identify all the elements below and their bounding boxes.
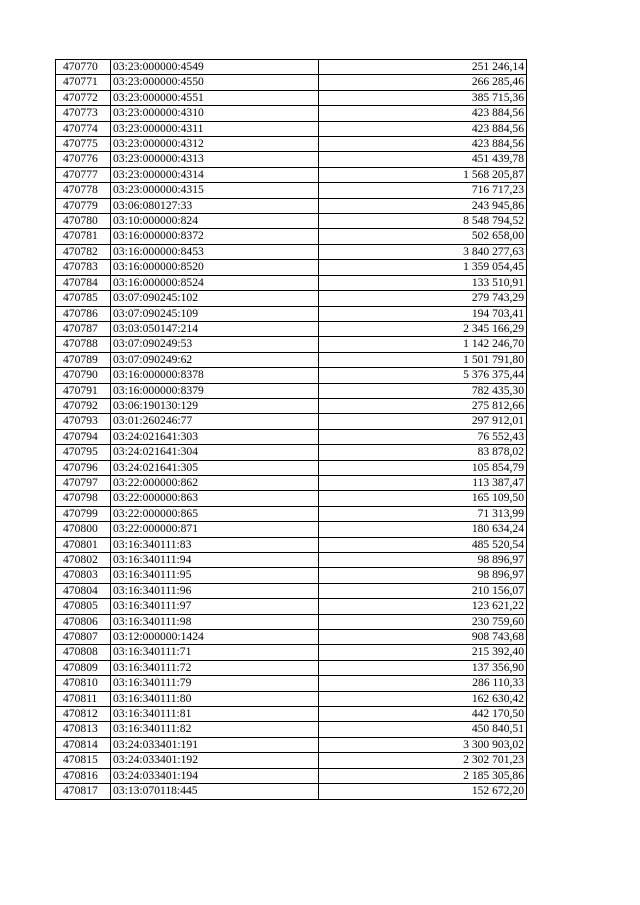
row-number-cell: 470806 <box>56 614 111 629</box>
cadastral-number-cell: 03:23:000000:4313 <box>111 152 319 167</box>
table-row <box>56 214 527 229</box>
cadastral-number-cell: 03:16:000000:8453 <box>111 244 319 259</box>
row-number-cell: 470791 <box>56 383 111 398</box>
cadastral-value-cell: 243 945,86 <box>319 198 527 213</box>
cadastral-number-cell: 03:23:000000:4551 <box>111 90 319 105</box>
row-number-cell: 470793 <box>56 414 111 429</box>
cadastral-number-cell: 03:16:340111:97 <box>111 599 319 614</box>
table-row <box>56 306 527 321</box>
row-number-cell: 470790 <box>56 368 111 383</box>
cadastral-value-cell: 297 912,01 <box>319 414 527 429</box>
row-number-cell: 470789 <box>56 352 111 367</box>
table-row <box>56 75 527 90</box>
table-row <box>56 460 527 475</box>
table-row <box>56 506 527 521</box>
cadastral-number-cell: 03:16:340111:98 <box>111 614 319 629</box>
cadastral-number-cell: 03:07:090249:62 <box>111 352 319 367</box>
cadastral-value-cell: 1 142 246,70 <box>319 337 527 352</box>
row-number-cell: 470775 <box>56 137 111 152</box>
cadastral-number-cell: 03:22:000000:863 <box>111 491 319 506</box>
cadastral-number-cell: 03:06:190130:129 <box>111 398 319 413</box>
table-row <box>56 445 527 460</box>
row-number-cell: 470797 <box>56 475 111 490</box>
cadastral-number-cell: 03:16:000000:8524 <box>111 275 319 290</box>
cadastral-number-cell: 03:16:340111:95 <box>111 568 319 583</box>
cadastral-number-cell: 03:16:340111:96 <box>111 583 319 598</box>
row-number-cell: 470802 <box>56 553 111 568</box>
row-number-cell: 470795 <box>56 445 111 460</box>
row-number-cell: 470777 <box>56 167 111 182</box>
table-row <box>56 260 527 275</box>
cadastral-value-cell: 230 759,60 <box>319 614 527 629</box>
cadastral-number-cell: 03:16:000000:8379 <box>111 383 319 398</box>
table-row <box>56 768 527 783</box>
table-row <box>56 398 527 413</box>
table-row <box>56 121 527 136</box>
cadastral-number-cell: 03:24:021641:305 <box>111 460 319 475</box>
table-row <box>56 753 527 768</box>
cadastral-number-cell: 03:16:340111:81 <box>111 707 319 722</box>
cadastral-number-cell: 03:24:021641:303 <box>111 429 319 444</box>
table-row <box>56 583 527 598</box>
cadastral-number-cell: 03:16:000000:8520 <box>111 260 319 275</box>
table-row <box>56 152 527 167</box>
cadastral-value-cell: 3 300 903,02 <box>319 737 527 752</box>
cadastral-number-cell: 03:22:000000:862 <box>111 475 319 490</box>
table-row <box>56 645 527 660</box>
table-row <box>56 383 527 398</box>
cadastral-number-cell: 03:03:050147:214 <box>111 321 319 336</box>
table-row <box>56 337 527 352</box>
table-row <box>56 90 527 105</box>
cadastral-number-cell: 03:23:000000:4311 <box>111 121 319 136</box>
cadastral-value-cell: 137 356,90 <box>319 660 527 675</box>
cadastral-value-cell: 485 520,54 <box>319 537 527 552</box>
cadastral-value-cell: 423 884,56 <box>319 137 527 152</box>
cadastral-value-cell: 8 548 794,52 <box>319 214 527 229</box>
cadastral-value-cell: 1 568 205,87 <box>319 167 527 182</box>
cadastral-value-cell: 98 896,97 <box>319 568 527 583</box>
cadastral-number-cell: 03:24:033401:192 <box>111 753 319 768</box>
table-row <box>56 137 527 152</box>
cadastral-value-cell: 194 703,41 <box>319 306 527 321</box>
cadastral-value-cell: 83 878,02 <box>319 445 527 460</box>
cadastral-value-cell: 210 156,07 <box>319 583 527 598</box>
cadastral-value-cell: 451 439,78 <box>319 152 527 167</box>
cadastral-value-cell: 162 630,42 <box>319 691 527 706</box>
cadastral-value-cell: 1 359 054,45 <box>319 260 527 275</box>
table-row <box>56 676 527 691</box>
cadastral-number-cell: 03:22:000000:871 <box>111 522 319 537</box>
row-number-cell: 470817 <box>56 784 111 799</box>
row-number-cell: 470804 <box>56 583 111 598</box>
cadastral-number-cell: 03:22:000000:865 <box>111 506 319 521</box>
cadastral-value-cell: 1 501 791,80 <box>319 352 527 367</box>
cadastral-number-cell: 03:16:340111:82 <box>111 722 319 737</box>
cadastral-value-cell: 3 840 277,63 <box>319 244 527 259</box>
cadastral-value-cell: 152 672,20 <box>319 784 527 799</box>
table-row <box>56 229 527 244</box>
cadastral-value-cell: 279 743,29 <box>319 291 527 306</box>
table-row <box>56 244 527 259</box>
cadastral-number-cell: 03:16:340111:79 <box>111 676 319 691</box>
table-row <box>56 491 527 506</box>
cadastral-number-cell: 03:23:000000:4549 <box>111 60 319 75</box>
cadastral-value-cell: 71 313,99 <box>319 506 527 521</box>
table-row <box>56 737 527 752</box>
row-number-cell: 470811 <box>56 691 111 706</box>
table-row <box>56 522 527 537</box>
row-number-cell: 470785 <box>56 291 111 306</box>
row-number-cell: 470772 <box>56 90 111 105</box>
cadastral-value-cell: 423 884,56 <box>319 121 527 136</box>
cadastral-number-cell: 03:23:000000:4315 <box>111 183 319 198</box>
cadastral-value-cell: 123 621,22 <box>319 599 527 614</box>
table-row <box>56 198 527 213</box>
row-number-cell: 470803 <box>56 568 111 583</box>
row-number-cell: 470779 <box>56 198 111 213</box>
table-row <box>56 167 527 182</box>
cadastral-number-cell: 03:24:033401:191 <box>111 737 319 752</box>
cadastral-value-table <box>55 59 527 800</box>
cadastral-value-cell: 180 634,24 <box>319 522 527 537</box>
cadastral-number-cell: 03:23:000000:4314 <box>111 167 319 182</box>
table-row <box>56 183 527 198</box>
row-number-cell: 470786 <box>56 306 111 321</box>
row-number-cell: 470783 <box>56 260 111 275</box>
table-row <box>56 568 527 583</box>
cadastral-value-cell: 385 715,36 <box>319 90 527 105</box>
row-number-cell: 470801 <box>56 537 111 552</box>
cadastral-number-cell: 03:16:340111:94 <box>111 553 319 568</box>
row-number-cell: 470780 <box>56 214 111 229</box>
cadastral-value-cell: 133 510,91 <box>319 275 527 290</box>
cadastral-number-cell: 03:16:000000:8378 <box>111 368 319 383</box>
table-row <box>56 368 527 383</box>
cadastral-number-cell: 03:23:000000:4550 <box>111 75 319 90</box>
table-row <box>56 614 527 629</box>
row-number-cell: 470778 <box>56 183 111 198</box>
cadastral-number-cell: 03:12:000000:1424 <box>111 630 319 645</box>
row-number-cell: 470774 <box>56 121 111 136</box>
cadastral-value-cell: 502 658,00 <box>319 229 527 244</box>
row-number-cell: 470773 <box>56 106 111 121</box>
row-number-cell: 470792 <box>56 398 111 413</box>
row-number-cell: 470805 <box>56 599 111 614</box>
cadastral-value-cell: 286 110,33 <box>319 676 527 691</box>
cadastral-number-cell: 03:24:033401:194 <box>111 768 319 783</box>
table-row <box>56 630 527 645</box>
cadastral-value-cell: 165 109,50 <box>319 491 527 506</box>
row-number-cell: 470807 <box>56 630 111 645</box>
cadastral-value-cell: 105 854,79 <box>319 460 527 475</box>
row-number-cell: 470816 <box>56 768 111 783</box>
row-number-cell: 470787 <box>56 321 111 336</box>
cadastral-value-cell: 2 185 305,86 <box>319 768 527 783</box>
table-row <box>56 275 527 290</box>
table-row <box>56 291 527 306</box>
cadastral-number-cell: 03:07:090245:109 <box>111 306 319 321</box>
cadastral-value-cell: 113 387,47 <box>319 475 527 490</box>
table-row <box>56 599 527 614</box>
row-number-cell: 470809 <box>56 660 111 675</box>
row-number-cell: 470796 <box>56 460 111 475</box>
row-number-cell: 470799 <box>56 506 111 521</box>
cadastral-number-cell: 03:16:340111:72 <box>111 660 319 675</box>
row-number-cell: 470813 <box>56 722 111 737</box>
cadastral-number-cell: 03:13:070118:445 <box>111 784 319 799</box>
table-row <box>56 106 527 121</box>
table-row <box>56 414 527 429</box>
cadastral-number-cell: 03:24:021641:304 <box>111 445 319 460</box>
cadastral-value-cell: 782 435,30 <box>319 383 527 398</box>
row-number-cell: 470798 <box>56 491 111 506</box>
cadastral-value-cell: 423 884,56 <box>319 106 527 121</box>
row-number-cell: 470776 <box>56 152 111 167</box>
table-row <box>56 707 527 722</box>
row-number-cell: 470771 <box>56 75 111 90</box>
cadastral-value-cell: 98 896,97 <box>319 553 527 568</box>
row-number-cell: 470800 <box>56 522 111 537</box>
row-number-cell: 470788 <box>56 337 111 352</box>
row-number-cell: 470782 <box>56 244 111 259</box>
row-number-cell: 470808 <box>56 645 111 660</box>
cadastral-number-cell: 03:23:000000:4310 <box>111 106 319 121</box>
row-number-cell: 470815 <box>56 753 111 768</box>
table-row <box>56 429 527 444</box>
cadastral-value-cell: 215 392,40 <box>319 645 527 660</box>
table-row <box>56 60 527 75</box>
table-row <box>56 537 527 552</box>
table-row <box>56 691 527 706</box>
row-number-cell: 470812 <box>56 707 111 722</box>
cadastral-number-cell: 03:07:090245:102 <box>111 291 319 306</box>
cadastral-number-cell: 03:01:260246:77 <box>111 414 319 429</box>
cadastral-value-cell: 450 840,51 <box>319 722 527 737</box>
cadastral-number-cell: 03:23:000000:4312 <box>111 137 319 152</box>
table-row <box>56 352 527 367</box>
table-row <box>56 722 527 737</box>
table-body <box>56 60 527 800</box>
cadastral-value-cell: 908 743,68 <box>319 630 527 645</box>
cadastral-value-cell: 266 285,46 <box>319 75 527 90</box>
cadastral-value-cell: 251 246,14 <box>319 60 527 75</box>
row-number-cell: 470784 <box>56 275 111 290</box>
cadastral-number-cell: 03:07:090249:53 <box>111 337 319 352</box>
row-number-cell: 470770 <box>56 60 111 75</box>
cadastral-number-cell: 03:16:340111:71 <box>111 645 319 660</box>
cadastral-value-cell: 442 170,50 <box>319 707 527 722</box>
table-row <box>56 784 527 799</box>
table-row <box>56 553 527 568</box>
table-row <box>56 475 527 490</box>
table-row <box>56 660 527 675</box>
cadastral-value-cell: 76 552,43 <box>319 429 527 444</box>
table-row <box>56 321 527 336</box>
row-number-cell: 470814 <box>56 737 111 752</box>
cadastral-value-cell: 716 717,23 <box>319 183 527 198</box>
cadastral-value-cell: 275 812,66 <box>319 398 527 413</box>
cadastral-number-cell: 03:16:340111:83 <box>111 537 319 552</box>
cadastral-number-cell: 03:16:000000:8372 <box>111 229 319 244</box>
row-number-cell: 470794 <box>56 429 111 444</box>
row-number-cell: 470810 <box>56 676 111 691</box>
row-number-cell: 470781 <box>56 229 111 244</box>
cadastral-number-cell: 03:10:000000:824 <box>111 214 319 229</box>
cadastral-number-cell: 03:06:080127:33 <box>111 198 319 213</box>
cadastral-number-cell: 03:16:340111:80 <box>111 691 319 706</box>
cadastral-value-cell: 5 376 375,44 <box>319 368 527 383</box>
cadastral-value-cell: 2 302 701,23 <box>319 753 527 768</box>
cadastral-value-cell: 2 345 166,29 <box>319 321 527 336</box>
